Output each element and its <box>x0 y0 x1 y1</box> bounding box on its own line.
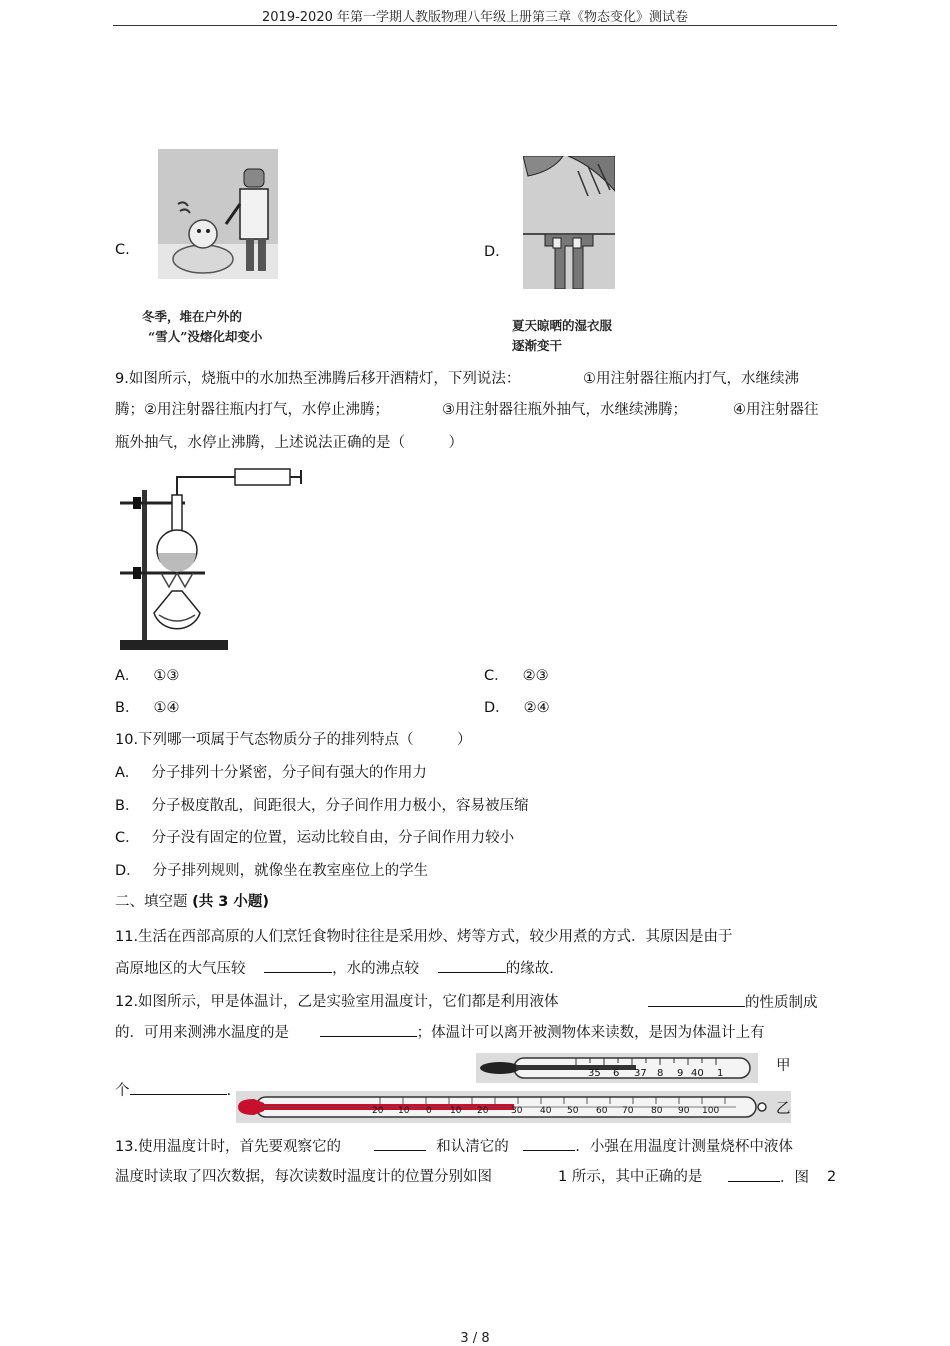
q9-option-b[interactable] <box>115 698 179 718</box>
yi-tick-80: 80 <box>651 1106 663 1116</box>
q10-option-c-text: 分子没有固定的位置，运动比较自由，分子间作用力较小 <box>151 830 515 846</box>
q13-blank-division[interactable] <box>523 1136 575 1151</box>
yi-tick-100: 100 <box>702 1106 720 1116</box>
q12-blank-which-thermometer[interactable] <box>320 1022 417 1037</box>
yi-tick-10: 10 <box>450 1106 462 1116</box>
snowman-image <box>158 149 278 279</box>
q13-text-b: 和认清它的 <box>436 1139 509 1155</box>
q9-stem-line2-statement3: ③用注射器往瓶外抽气，水继续沸腾； <box>442 402 687 418</box>
q9-option-b-text: ①④ <box>153 700 180 716</box>
yi-tick-40: 40 <box>540 1106 552 1116</box>
q9-option-a-letter: A． <box>115 668 140 684</box>
q11-text-b: ，水的沸点较 <box>332 961 420 977</box>
q9-option-a-text: ①③ <box>153 668 180 684</box>
q13-line2-a: 温度时读取了四次数据，每次读数时温度计的位置分别如图 <box>115 1169 492 1185</box>
jia-tick-41: 1 <box>717 1068 724 1079</box>
q10-option-a-text: 分子排列十分紧密，分子间有强大的作用力 <box>151 765 427 781</box>
q12-text-c: 个 <box>115 1083 130 1099</box>
q8-option-d-label: D. <box>484 244 500 260</box>
q12-blank-structure[interactable] <box>130 1080 227 1095</box>
yi-tick-minus10: 10 <box>398 1106 410 1116</box>
q12-line3 <box>115 1080 231 1101</box>
q9-option-c[interactable] <box>484 666 549 686</box>
q9-option-a[interactable] <box>115 666 179 686</box>
yi-tick-70: 70 <box>622 1106 634 1116</box>
q13-line2-c <box>728 1167 809 1188</box>
q9-option-b-letter: B． <box>115 700 140 716</box>
q10-option-b[interactable] <box>115 796 528 816</box>
q9-option-c-text: ②③ <box>522 668 549 684</box>
q11-text-a: 高原地区的大气压较 <box>115 961 246 977</box>
q11-text-c: 的缘故. <box>505 961 554 977</box>
yi-tick-90: 90 <box>678 1106 690 1116</box>
thermometer-label-yi: 乙 <box>776 1101 791 1117</box>
q9-option-d-letter: D． <box>484 700 510 716</box>
q9-stem-line2: 腾；②用注射器往瓶内打气，水停止沸腾； <box>115 402 389 418</box>
q8-option-c-caption-1: 冬季，堆在户外的 <box>142 309 243 324</box>
wet-clothes-image <box>523 156 615 289</box>
q10-option-c-letter: C． <box>115 830 140 846</box>
q13-line2-d: 2 <box>827 1169 837 1185</box>
q12-blank-property[interactable] <box>648 992 745 1007</box>
q10-option-a-letter: A． <box>115 765 140 781</box>
q12-line1-a: 12.如图所示，甲是体温计，乙是实验室用温度计，它们都是利用液体 <box>115 994 559 1010</box>
q8-option-c-caption-2: “雪人”没熔化却变小 <box>148 329 263 344</box>
q9-stem-line1: 9.如图所示，烧瓶中的水加热至沸腾后移开酒精灯，下列说法： <box>115 371 521 387</box>
page-number: 3 / 8 <box>460 1331 490 1346</box>
q10-option-b-letter: B． <box>115 798 140 814</box>
lab-thermometer-ticks <box>370 1106 750 1119</box>
yi-tick-30: 30 <box>511 1106 523 1116</box>
q10-option-a[interactable] <box>115 763 427 783</box>
q12-text-d: . <box>226 1083 232 1099</box>
q9-option-c-letter: C． <box>484 668 509 684</box>
jia-tick-40: 40 <box>691 1068 704 1079</box>
q13-text-a: 13.使用温度计时，首先要观察它的 <box>115 1139 342 1155</box>
q11-line2 <box>115 958 554 979</box>
q9-option-d[interactable] <box>484 698 550 718</box>
q8-option-d-caption-2: 逐渐变干 <box>512 338 563 353</box>
page-header: 2019-2020 年第一学期人教版物理八年级上册第三章《物态变化》测试卷 <box>262 10 688 25</box>
q13-blank-range[interactable] <box>374 1136 426 1151</box>
q12-line2 <box>115 1022 765 1043</box>
clinical-thermometer-ticks <box>586 1068 746 1082</box>
q13-text-c: ．小强在用温度计测量烧杯中液体 <box>575 1139 793 1155</box>
q9-stem-line3: 瓶外抽气，水停止沸腾，上述说法正确的是（ ） <box>115 435 463 451</box>
q11-blank-boiling-point[interactable] <box>438 958 506 973</box>
jia-tick-39: 9 <box>677 1068 684 1079</box>
section-fill-in-prefix: 二、填空题 <box>115 894 193 910</box>
q10-option-d-letter: D． <box>115 863 141 879</box>
q10-option-c[interactable] <box>115 828 514 848</box>
q13-blank-correct[interactable] <box>728 1167 780 1182</box>
q8-option-d-caption-1: 夏天晾晒的湿衣服 <box>512 318 613 333</box>
section-fill-in-heading <box>115 892 269 912</box>
yi-tick-50: 50 <box>567 1106 579 1116</box>
q10-option-d-text: 分子排列规则，就像坐在教室座位上的学生 <box>152 863 429 879</box>
q9-stem-line1-statement1: ①用注射器往瓶内打气，水继续沸 <box>583 371 799 387</box>
q12-text-a: 的．可用来测沸水温度的是 <box>115 1025 289 1041</box>
boiling-flask-syringe-figure <box>115 465 305 655</box>
q9-stem-line2-statement4: ④用注射器往 <box>733 402 819 418</box>
header-divider <box>113 25 837 26</box>
q13-text-fig: ．图 <box>780 1170 809 1186</box>
q8-option-c-label: C. <box>115 242 130 258</box>
q13-line1 <box>115 1136 793 1157</box>
q11-line1: 11.生活在西部高原的人们烹饪食物时往往是采用炒、烤等方式，较少用煮的方式．其原因是由于 <box>115 929 733 945</box>
q11-blank-pressure[interactable] <box>264 958 332 973</box>
q10-option-b-text: 分子极度散乱，间距很大，分子间作用力极小，容易被压缩 <box>151 798 529 814</box>
q10-stem: 10.下列哪一项属于气态物质分子的排列特点（ ） <box>115 732 472 748</box>
q9-option-d-text: ②④ <box>523 700 550 716</box>
q10-option-d[interactable] <box>115 861 428 881</box>
yi-tick-20: 20 <box>477 1106 489 1116</box>
jia-tick-36: 6 <box>613 1068 620 1079</box>
jia-tick-38: 8 <box>657 1068 664 1079</box>
thermometer-label-jia: 甲 <box>776 1058 791 1074</box>
jia-tick-35: 35 <box>588 1068 601 1079</box>
yi-tick-minus20: 20 <box>372 1106 384 1116</box>
q12-text-b: ；体温计可以离开被测物体来读数，是因为体温计上有 <box>416 1025 765 1041</box>
jia-tick-37: 37 <box>634 1068 647 1079</box>
yi-tick-0: 0 <box>426 1106 432 1116</box>
q12-line1-b <box>648 992 818 1013</box>
q13-line2-b: 1 所示，其中正确的是 <box>558 1169 703 1185</box>
section-fill-in-count: (共 3 小题) <box>192 894 270 910</box>
q12-line1-b-text: 的性质制成 <box>745 995 818 1011</box>
yi-tick-60: 60 <box>596 1106 608 1116</box>
